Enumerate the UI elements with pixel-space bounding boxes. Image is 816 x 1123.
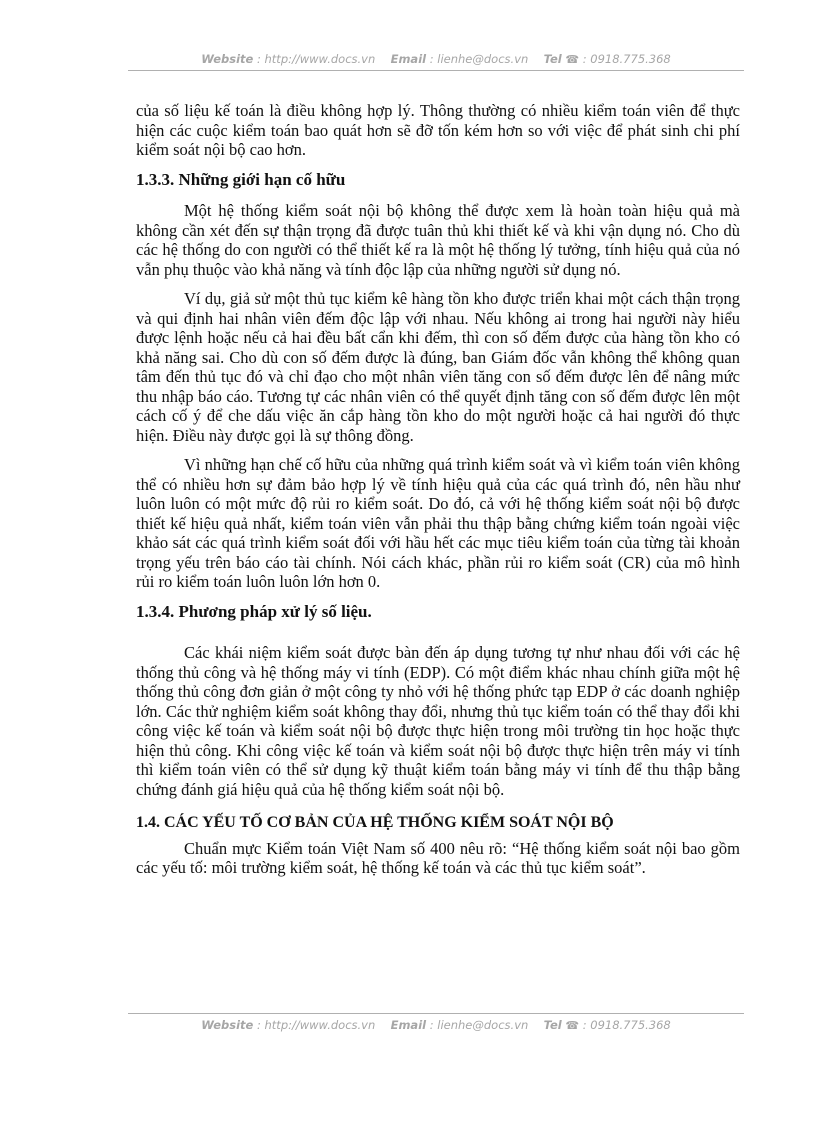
- footer-tel-label: Tel: [543, 1018, 562, 1032]
- footer-email-link[interactable]: : lienhe@docs.vn: [429, 1018, 529, 1032]
- phone-icon: ☎: [565, 1019, 580, 1032]
- paragraph-intro: của số liệu kế toán là điều không hợp lý. Thông thường có nhiều kiểm toán viên để thực hiện các cuộc kiểm toán bao quát hơn sẽ đỡ tốn kém hơn so với việc để phát sinh chi phí kiểm soát nội bộ cao hơn.: [136, 101, 740, 159]
- section-heading-1-3-3: 1.3.3. Những giới hạn cố hữu: [136, 169, 346, 189]
- header-tel-value: : 0918.775.368: [582, 52, 671, 66]
- header-tel-label: Tel: [543, 52, 562, 66]
- page-header: [128, 48, 744, 71]
- footer-tel-value: : 0918.775.368: [582, 1018, 671, 1032]
- footer-website-link[interactable]: : http://www.docs.vn: [256, 1018, 376, 1032]
- document-body: [136, 101, 740, 888]
- footer-email-label: Email: [390, 1018, 427, 1032]
- phone-icon: ☎: [565, 53, 580, 66]
- paragraph-processing: Các khái niệm kiểm soát được bàn đến áp dụng tương tự như nhau đối với các hệ thống thủ công và hệ thống máy vi tính (EDP). Có một điểm khác nhau chính giữa một hệ thống thủ công đơn giản ở một công ty nhỏ với hệ thống phức tạp EDP ở các doanh nghiệp lớn. Các thử nghiệm kiểm soát không thay đổi, nhưng thủ tục kiểm toán có thể thay đổi khi công việc kế toán và kiểm soát nội bộ được thực hiện trong môi trường tin học hoặc thực hiện thủ công. Khi công việc kế toán và kiểm soát nội bộ được thực hiện trên máy vi tính thì kiểm toán viên có thể sử dụng kỹ thuật kiểm toán bằng máy vi tính để thu thập bằng chứng đánh giá hiệu quả của hệ thống kiểm soát nội bộ.: [136, 643, 740, 799]
- paragraph-limits-2: Ví dụ, giả sử một thủ tục kiểm kê hàng tồn kho được triển khai một cách thận trọng và qui định hai nhân viên đếm độc lập với nhau. Nếu không ai trong hai người này hiểu được lệnh hoặc nếu cả hai đều bất cẩn khi đếm, thì con số đếm được của hàng tồn kho có khả năng sai. Cho dù con số đếm được là đúng, ban Giám đốc vẫn không thể không quan tâm đến thủ tục đó và chỉ đạo cho một nhân viên tăng con số đếm được lên để nâng mức thu nhập báo cáo. Tương tự các nhân viên có thể quyết định tăng con số đếm được lên một cách cố ý để che dấu việc ăn cắp hàng tồn kho do một người hoặc cả hai người đó thực hiện. Điều này được gọi là sự thông đồng.: [136, 289, 740, 445]
- section-heading-1-4: 1.4. CÁC YẾU TỐ CƠ BẢN CỦA HỆ THỐNG KIỂM SOÁT NỘI BỘ: [136, 814, 614, 831]
- paragraph-limits-3: Vì những hạn chế cố hữu của những quá trình kiểm soát và vì kiểm toán viên không thể có nhiều hơn sự đảm bảo hợp lý về tính hiệu quả của các quá trình đó, nên hầu như luôn luôn có một mức độ rủi ro kiểm soát. Do đó, cả với hệ thống kiểm soát nội bộ được thiết kế hiệu quả nhất, kiểm toán viên vẫn phải thu thập bằng chứng kiểm toán ngoài việc khảo sát các quá trình kiểm soát đối với hầu hết các mục tiêu kiểm toán của từng tài khoản trọng yếu trên báo cáo tài chính. Nói cách khác, phần rủi ro kiểm soát (CR) của mô hình rủi ro kiểm toán luôn luôn lớn hơn 0.: [136, 455, 740, 591]
- paragraph-standard-400: Chuẩn mực Kiểm toán Việt Nam số 400 nêu rõ: “Hệ thống kiểm soát nội bao gồm các yếu tố: môi trường kiểm soát, hệ thống kế toán và các thủ tục kiểm soát”.: [136, 838, 740, 877]
- footer-website-label: Website: [201, 1018, 254, 1032]
- page-footer: [128, 1013, 744, 1036]
- header-website-label: Website: [201, 52, 254, 66]
- header-website-link[interactable]: : http://www.docs.vn: [256, 52, 376, 66]
- header-email-link[interactable]: : lienhe@docs.vn: [429, 52, 529, 66]
- section-heading-1-3-4: 1.3.4. Phương pháp xử lý số liệu.: [136, 601, 372, 621]
- paragraph-limits-1: Một hệ thống kiểm soát nội bộ không thể được xem là hoàn toàn hiệu quả mà không cần xét đến sự thận trọng đã được tuân thủ khi thiết kế và khi vận dụng nó. Cho dù các hệ thống do con người có thể thiết kế ra là một hệ thống lý tưởng, tính hiệu quả của nó vẫn phụ thuộc vào khả năng và tính độc lập của những người sử dụng nó.: [136, 201, 740, 279]
- header-email-label: Email: [390, 52, 427, 66]
